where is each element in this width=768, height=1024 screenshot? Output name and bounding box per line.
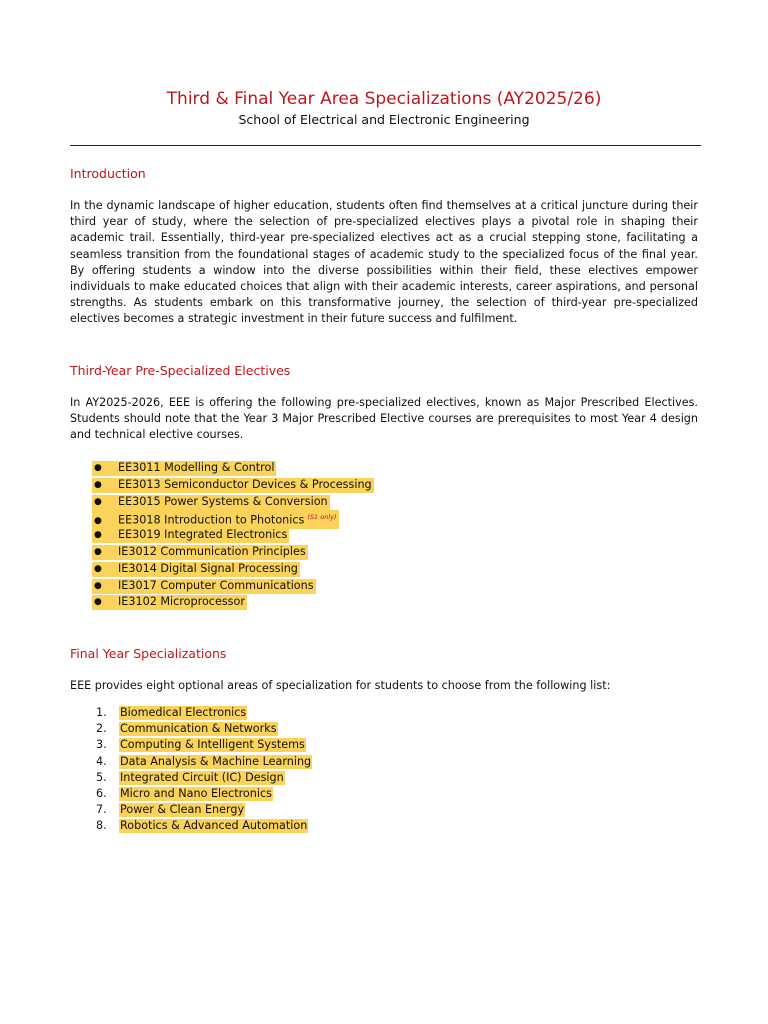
item-number: 6. xyxy=(96,786,107,800)
elective-label: EE3015 Power Systems & Conversion xyxy=(118,494,328,508)
item-number: 1. xyxy=(96,706,107,719)
header-divider xyxy=(70,145,701,146)
list-item xyxy=(96,754,312,770)
list-item xyxy=(96,721,312,737)
specialization-label: Computing & Intelligent Systems xyxy=(120,738,305,752)
list-item xyxy=(92,544,374,561)
bullet-icon xyxy=(94,595,118,610)
item-number: 3. xyxy=(96,738,107,752)
list-item xyxy=(96,802,312,818)
specializations-heading: Final Year Specializations xyxy=(70,646,227,661)
bullet-icon xyxy=(94,528,118,543)
electives-paragraph: In AY2025-2026, EEE is offering the following pre-specialized electives, known as Major Prescribed Electives. Students should note that the Year 3 Major Prescribed Elective courses are prerequisites to most Year 4 design and technical elective courses. xyxy=(70,396,698,442)
item-number: 4. xyxy=(96,754,107,768)
electives-heading: Third-Year Pre-Specialized Electives xyxy=(70,363,291,378)
bullet-icon xyxy=(94,461,118,476)
specialization-label: Biomedical Electronics xyxy=(120,706,247,719)
item-number: 7. xyxy=(96,803,107,817)
bullet-icon xyxy=(94,495,118,510)
list-item xyxy=(92,594,374,611)
list-item xyxy=(92,477,374,494)
elective-note: (S1 only) xyxy=(307,513,337,522)
elective-label: EE3013 Semiconductor Devices & Processing xyxy=(118,477,372,491)
list-item xyxy=(96,737,312,753)
list-item xyxy=(92,527,374,544)
specializations-list xyxy=(96,705,312,835)
elective-label: EE3018 Introduction to Photonics xyxy=(118,514,305,528)
list-item xyxy=(92,578,374,595)
specialization-label: Power & Clean Energy xyxy=(120,803,245,817)
list-item xyxy=(92,460,374,477)
specialization-label: Data Analysis & Machine Learning xyxy=(120,754,312,768)
specialization-label: Communication & Networks xyxy=(120,722,277,736)
list-item xyxy=(96,818,312,834)
specialization-label: Micro and Nano Electronics xyxy=(120,786,272,800)
bullet-icon xyxy=(94,478,118,493)
specializations-paragraph: EEE provides eight optional areas of specialization for students to choose from the following list: xyxy=(70,679,611,692)
elective-label: IE3012 Communication Principles xyxy=(118,544,306,558)
list-item xyxy=(96,770,312,786)
page-title: Third & Final Year Area Specializations (AY2025/26) xyxy=(166,89,602,109)
list-item xyxy=(92,561,374,578)
item-number: 5. xyxy=(96,770,107,784)
specialization-label: Integrated Circuit (IC) Design xyxy=(120,770,284,784)
item-number: 2. xyxy=(96,722,107,736)
intro-paragraph: In the dynamic landscape of higher education, students often find themselves at a critical juncture during their third year of study, where the selection of pre-specialized electives plays a pivotal role in shaping their academic trail. Essentially, third-year pre-specialized electives act as a crucial stepping stone, facilitating a seamless transition from the foundational stages of academic study to the specialized focus of the final year. By offering students a window into the diverse possibilities within their field, these electives empower individuals to make educated choices that align with their academic interests, career aspirations, and personal strengths. As students embark on this transformative journey, the selection of third-year pre-specialized electives becomes a strategic investment in their future success and fulfilment. xyxy=(70,199,698,326)
bullet-icon xyxy=(94,545,118,560)
item-number: 8. xyxy=(96,819,107,833)
intro-heading: Introduction xyxy=(70,166,146,181)
electives-list xyxy=(92,460,374,611)
bullet-icon xyxy=(94,579,118,594)
specialization-label: Robotics & Advanced Automation xyxy=(120,819,308,833)
list-item xyxy=(92,494,374,511)
list-item xyxy=(96,786,312,802)
elective-label: EE3019 Integrated Electronics xyxy=(118,528,288,542)
list-item xyxy=(96,705,312,721)
list-item xyxy=(92,510,374,527)
bullet-icon xyxy=(94,562,118,577)
elective-label: IE3017 Computer Communications xyxy=(118,578,314,592)
page-subtitle: School of Electrical and Electronic Engineering xyxy=(238,112,530,127)
elective-label: IE3014 Digital Signal Processing xyxy=(118,561,298,575)
elective-label: EE3011 Modelling & Control xyxy=(118,461,275,474)
elective-label: IE3102 Microprocessor xyxy=(118,595,245,609)
